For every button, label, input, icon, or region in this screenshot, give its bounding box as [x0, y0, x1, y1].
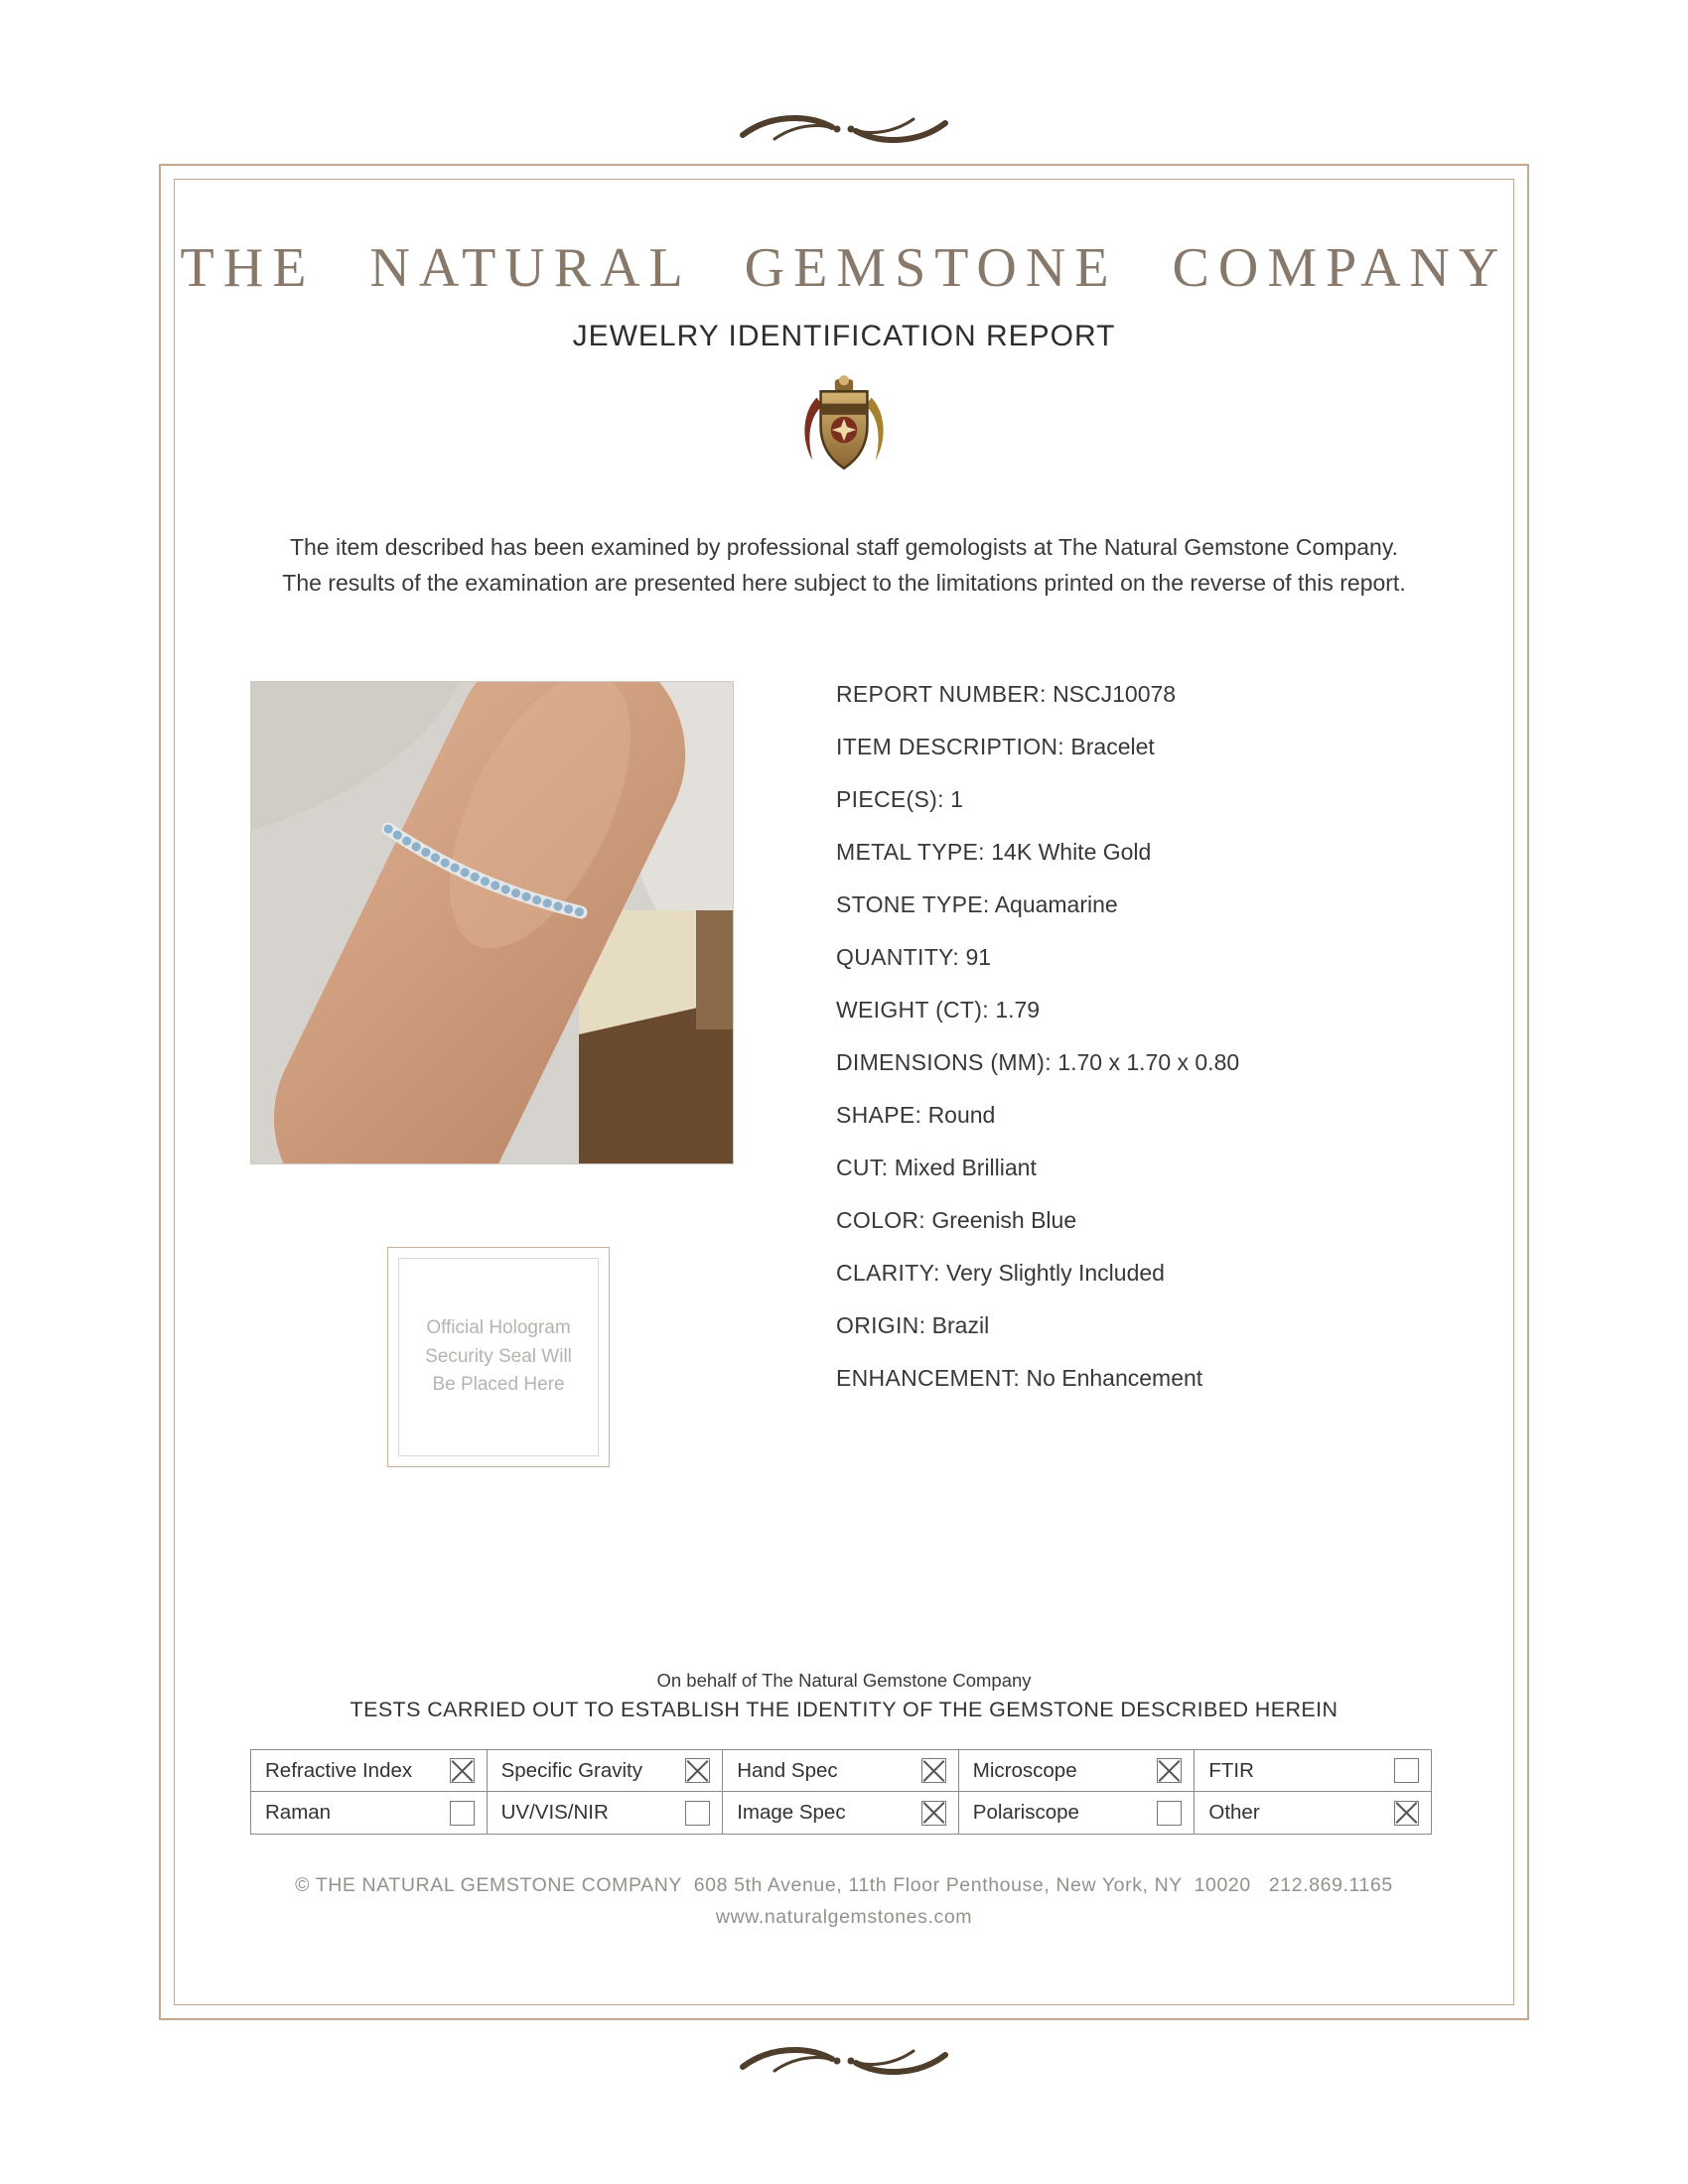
- test-cell-polariscope: [959, 1792, 1196, 1834]
- field-value: 1.70 x 1.70 x 0.80: [1057, 1049, 1240, 1075]
- report-field: [836, 1366, 1239, 1390]
- report-fields-list: [836, 682, 1239, 1419]
- report-field: [836, 1313, 1239, 1337]
- field-label: STONE TYPE:: [836, 891, 990, 917]
- field-label: ENHANCEMENT:: [836, 1365, 1021, 1391]
- report-field: [836, 892, 1239, 916]
- report-field: [836, 682, 1239, 706]
- field-label: ITEM DESCRIPTION:: [836, 734, 1065, 759]
- report-field: [836, 787, 1239, 811]
- tests-table: [250, 1749, 1432, 1835]
- checkbox-hand-spec: [921, 1758, 946, 1783]
- report-field: [836, 735, 1239, 758]
- test-cell-image-spec: [723, 1792, 959, 1834]
- field-value: No Enhancement: [1026, 1365, 1203, 1391]
- report-field: [836, 1050, 1239, 1074]
- report-field: [836, 998, 1239, 1022]
- checkbox-image-spec: [921, 1801, 946, 1826]
- field-value: 1: [950, 786, 963, 812]
- test-label: Microscope: [972, 1758, 1077, 1782]
- ornament-flourish-bottom-icon: [0, 2041, 1688, 2081]
- test-cell-hand-spec: [723, 1750, 959, 1792]
- test-cell-other: [1195, 1792, 1431, 1834]
- hologram-text-line1: Official Hologram: [426, 1317, 571, 1339]
- field-value: Greenish Blue: [931, 1207, 1077, 1233]
- test-label: Polariscope: [972, 1801, 1079, 1824]
- field-label: REPORT NUMBER:: [836, 681, 1047, 707]
- field-value: Mixed Brilliant: [894, 1155, 1037, 1180]
- test-label: Image Spec: [737, 1801, 846, 1824]
- field-label: DIMENSIONS (MM):: [836, 1049, 1052, 1075]
- hologram-text-line2: Security Seal Will: [425, 1345, 572, 1367]
- checkbox-other: [1394, 1801, 1419, 1826]
- field-value: NSCJ10078: [1053, 681, 1177, 707]
- test-label: Refractive Index: [265, 1758, 413, 1782]
- field-value: 14K White Gold: [991, 839, 1152, 865]
- checkbox-specific-gravity: [685, 1758, 710, 1783]
- field-value: Bracelet: [1070, 734, 1155, 759]
- report-field: [836, 1208, 1239, 1232]
- test-label: Other: [1208, 1801, 1260, 1824]
- checkbox-microscope: [1157, 1758, 1182, 1783]
- field-label: METAL TYPE:: [836, 839, 985, 865]
- test-cell-refractive-index: [251, 1750, 488, 1792]
- examination-statement-line2: The results of the examination are presented here subject to the limitations printed on the reverse of this report.: [282, 569, 1406, 596]
- field-value: 91: [965, 944, 992, 970]
- checkbox-ftir: [1394, 1758, 1419, 1783]
- field-value: Very Slightly Included: [946, 1260, 1165, 1286]
- ornament-flourish-top-icon: [0, 109, 1688, 149]
- jewelry-photo-image: [250, 681, 734, 1164]
- test-cell-specific-gravity: [488, 1750, 724, 1792]
- test-label: Raman: [265, 1801, 332, 1824]
- examination-statement-line1: The item described has been examined by professional staff gemologists at The Natural Gemstone Company.: [289, 534, 1399, 560]
- checkbox-polariscope: [1157, 1801, 1182, 1826]
- field-label: WEIGHT (CT):: [836, 997, 989, 1023]
- report-field: [836, 1156, 1239, 1179]
- field-value: 1.79: [995, 997, 1041, 1023]
- field-value: Round: [927, 1102, 996, 1128]
- test-label: Specific Gravity: [500, 1758, 642, 1782]
- report-field: [836, 1103, 1239, 1127]
- report-field: [836, 945, 1239, 969]
- field-value: Aquamarine: [994, 891, 1118, 917]
- test-label: UV/VIS/NIR: [500, 1801, 609, 1824]
- checkbox-raman: [450, 1801, 475, 1826]
- field-value: Brazil: [931, 1312, 990, 1338]
- company-crest-icon: [0, 373, 1688, 482]
- footer-address: © THE NATURAL GEMSTONE COMPANY 608 5th Avenue, 11th Floor Penthouse, New York, NY 10020 212.869.1165: [295, 1874, 1393, 1896]
- test-label: FTIR: [1208, 1758, 1254, 1782]
- test-cell-uv-vis-nir: [488, 1792, 724, 1834]
- on-behalf-text: On behalf of The Natural Gemstone Company: [656, 1670, 1032, 1691]
- field-label: CLARITY:: [836, 1260, 940, 1286]
- field-label: ORIGIN:: [836, 1312, 926, 1338]
- hologram-text-line3: Be Placed Here: [432, 1374, 565, 1396]
- test-cell-microscope: [959, 1750, 1196, 1792]
- field-label: SHAPE:: [836, 1102, 922, 1128]
- test-cell-raman: [251, 1792, 488, 1834]
- test-label: Hand Spec: [737, 1758, 838, 1782]
- tests-heading: TESTS CARRIED OUT TO ESTABLISH THE IDENTITY OF THE GEMSTONE DESCRIBED HEREIN: [350, 1698, 1338, 1721]
- hologram-seal-box: [387, 1247, 610, 1467]
- report-field: [836, 1261, 1239, 1285]
- field-label: CUT:: [836, 1155, 889, 1180]
- examination-statement: [0, 530, 1688, 601]
- field-label: COLOR:: [836, 1207, 925, 1233]
- company-title: THE NATURAL GEMSTONE COMPANY: [180, 237, 1508, 299]
- hologram-seal-placeholder: [398, 1258, 599, 1456]
- report-field: [836, 840, 1239, 864]
- report-type-title: JEWELRY IDENTIFICATION REPORT: [572, 320, 1116, 352]
- checkbox-uv-vis-nir: [685, 1801, 710, 1826]
- field-label: PIECE(S):: [836, 786, 944, 812]
- footer-website: www.naturalgemstones.com: [715, 1906, 973, 1928]
- test-cell-ftir: [1195, 1750, 1431, 1792]
- field-label: QUANTITY:: [836, 944, 960, 970]
- checkbox-refractive-index: [450, 1758, 475, 1783]
